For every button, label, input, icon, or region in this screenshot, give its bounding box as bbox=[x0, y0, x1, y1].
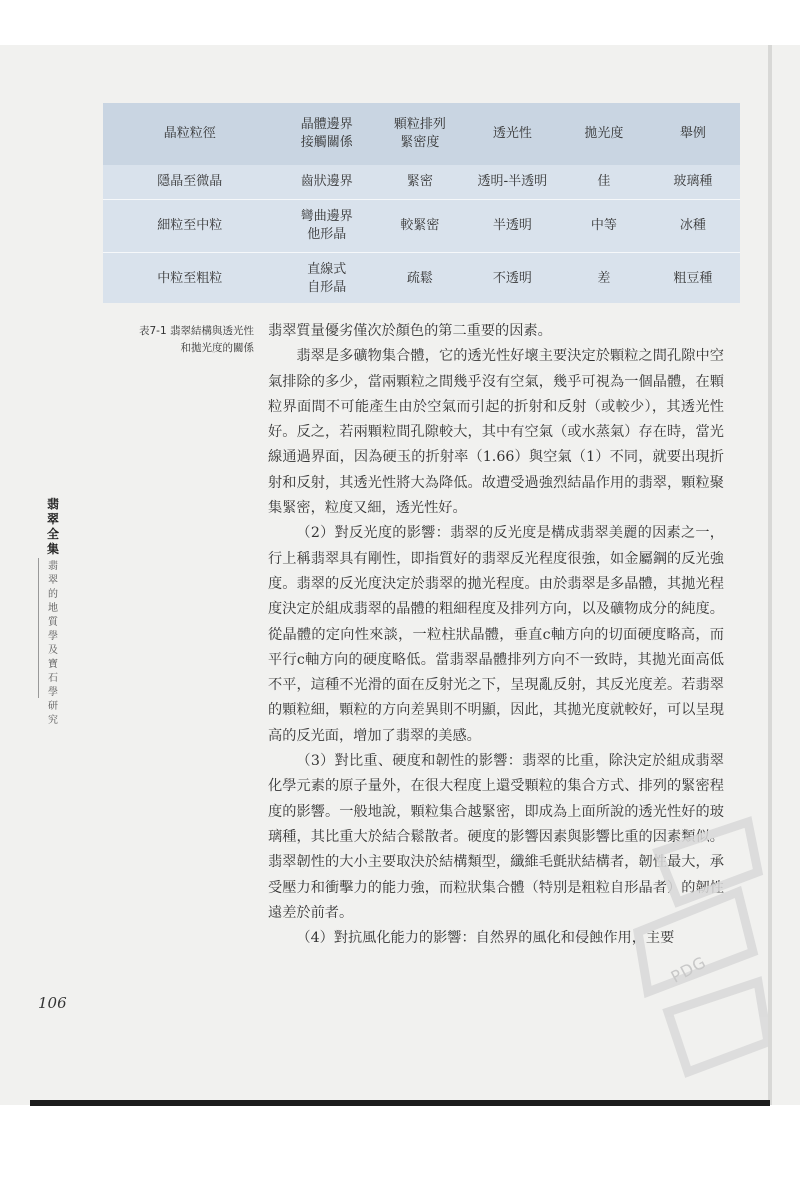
table-cell: 隱晶至微晶 bbox=[103, 165, 277, 200]
table-cell: 中等 bbox=[562, 200, 646, 253]
paragraph: （2）對反光度的影響：翡翠的反光度是構成翡翠美麗的因素之一，行上稱翡翠具有剛性，即指質好的翡翠反光程度很強，如金屬鋼的反光強度。翡翠的反光度決定於翡翠的拋光程度。由於翡翠是多晶體，其拋光程度決定於組成翡翠的晶體的粗細程度及排列方向，以及礦物成分的純度。從晶體的定向性來談，一粒柱狀晶體，垂直c軸方向的切面硬度略高，而平行c軸方向的硬度略低。當翡翠晶體排列方向不一致時，其拋光面高低不平，這種不光滑的面在反射光之下，呈現亂反射，其反光度差。若翡翠的顆粒細，顆粒的方向差異則不明顯，因此，其拋光度就較好，可以呈現高的反光面，增加了翡翠的美感。 bbox=[268, 525, 724, 744]
paragraph: （3）對比重、硬度和韌性的影響：翡翠的比重，除決定於組成翡翠化學元素的原子量外，在很大程度上還受顆粒的集合方式、排列的緊密程度的影響。一般地說，顆粒集合越緊密，即成為上面所說的透光性好的玻璃種，其比重大於結合鬆散者。硬度的影響因素與影響比重的因素類似。翡翠韌性的大小主要取決於結構類型，纖維毛氈狀結構者，韌性最大，承受壓力和衝擊力的能力強，而粒狀集合體（特別是粗粒自形晶者）的韌性遠差於前者。 bbox=[268, 753, 724, 921]
watermark bbox=[618, 812, 768, 1082]
sidebar-char: 究 bbox=[48, 715, 58, 726]
scan-bottom-border bbox=[30, 1100, 770, 1106]
table-cell: 半透明 bbox=[463, 200, 562, 253]
header-polish: 拋光度 bbox=[562, 103, 646, 165]
table-cell: 中粒至粗粒 bbox=[157, 271, 223, 286]
page-number: 106 bbox=[38, 994, 67, 1012]
sidebar-char: 翠 bbox=[48, 575, 58, 586]
header-packing-density: 顆粒排列 緊密度 bbox=[377, 103, 463, 165]
sidebar-char: 學 bbox=[48, 687, 58, 698]
page-edge-shadow bbox=[768, 45, 772, 1105]
sidebar-char: 及 bbox=[48, 645, 58, 656]
header-grain-size: 晶粒粒徑 bbox=[103, 103, 277, 165]
sidebar-char: 質 bbox=[48, 617, 58, 628]
sidebar-char: 石 bbox=[48, 673, 58, 684]
table-cell: 彎曲邊界 他形晶 bbox=[277, 200, 377, 253]
header-boundary-contact: 晶體邊界 接觸關係 bbox=[277, 103, 377, 165]
table-row bbox=[103, 165, 740, 200]
header-translucency: 透光性 bbox=[463, 103, 562, 165]
sidebar-char: 集 bbox=[46, 542, 59, 556]
sidebar-char: 寶 bbox=[48, 659, 58, 670]
paragraph: 翡翠是多礦物集合體，它的透光性好壞主要決定於顆粒之間孔隙中空氣排除的多少，當兩顆粒之間幾乎沒有空氣，幾乎可視為一個晶體，在顆粒界面間不可能產生由於空氣而引起的折射和反射（或較少），其透光性好。反之，若兩顆粒間孔隙較大，其中有空氣（或水蒸氣）存在時，當光線通過界面，因為硬玉的折射率（1.66）與空氣（1）不同，就要出現折射和反射，其透光性將大為降低。故遭受過強烈結晶作用的翡翠，顆粒聚集緊密，粒度又細，透光性好。 bbox=[268, 348, 724, 517]
jade-structure-table bbox=[103, 103, 740, 305]
table-cell: 疏鬆 bbox=[406, 271, 433, 286]
table-cell: 透明-半透明 bbox=[463, 165, 562, 200]
table-cell: 直線式 自形晶 bbox=[307, 262, 347, 295]
sidebar-char: 翡 bbox=[48, 561, 58, 572]
running-sidebar bbox=[38, 497, 68, 728]
sidebar-char: 研 bbox=[48, 701, 58, 712]
watermark-text: PDG bbox=[667, 952, 710, 987]
sidebar-char: 全 bbox=[46, 527, 59, 541]
table-row bbox=[103, 200, 740, 253]
table-cell: 齒狀邊界 bbox=[277, 165, 377, 200]
table-cell: 細粒至中粒 bbox=[103, 200, 277, 253]
sidebar-chapter-title bbox=[38, 560, 68, 728]
table-cell: 緊密 bbox=[377, 165, 463, 200]
paragraph: 翡翠質量優劣僅次於顏色的第二重要的因素。 bbox=[268, 323, 552, 339]
sidebar-char: 學 bbox=[48, 631, 58, 642]
sidebar-char: 翠 bbox=[46, 512, 59, 526]
sidebar-char: 翡 bbox=[46, 497, 59, 511]
table-cell: 差 bbox=[597, 271, 611, 286]
sidebar-divider bbox=[38, 558, 39, 698]
table-caption: 表7-1 翡翠結構與透光性 和拋光度的關係 bbox=[139, 325, 254, 354]
table-cell: 較緊密 bbox=[377, 200, 463, 253]
table-cell: 粗豆種 bbox=[673, 271, 713, 286]
paragraph: （4）對抗風化能力的影響：自然界的風化和侵蝕作用，主要 bbox=[296, 930, 675, 947]
sidebar-char: 地 bbox=[48, 603, 58, 614]
table-cell: 玻璃種 bbox=[646, 165, 740, 200]
watermark-stamp-icon bbox=[618, 812, 768, 1082]
table-cell: 不透明 bbox=[492, 271, 532, 286]
table-row bbox=[103, 253, 740, 306]
sidebar-char: 的 bbox=[48, 589, 58, 600]
table-header-row bbox=[103, 103, 740, 165]
table-cell: 冰種 bbox=[646, 200, 740, 253]
table-cell: 佳 bbox=[562, 165, 646, 200]
header-example: 舉例 bbox=[646, 103, 740, 165]
sidebar-book-title bbox=[38, 497, 68, 557]
